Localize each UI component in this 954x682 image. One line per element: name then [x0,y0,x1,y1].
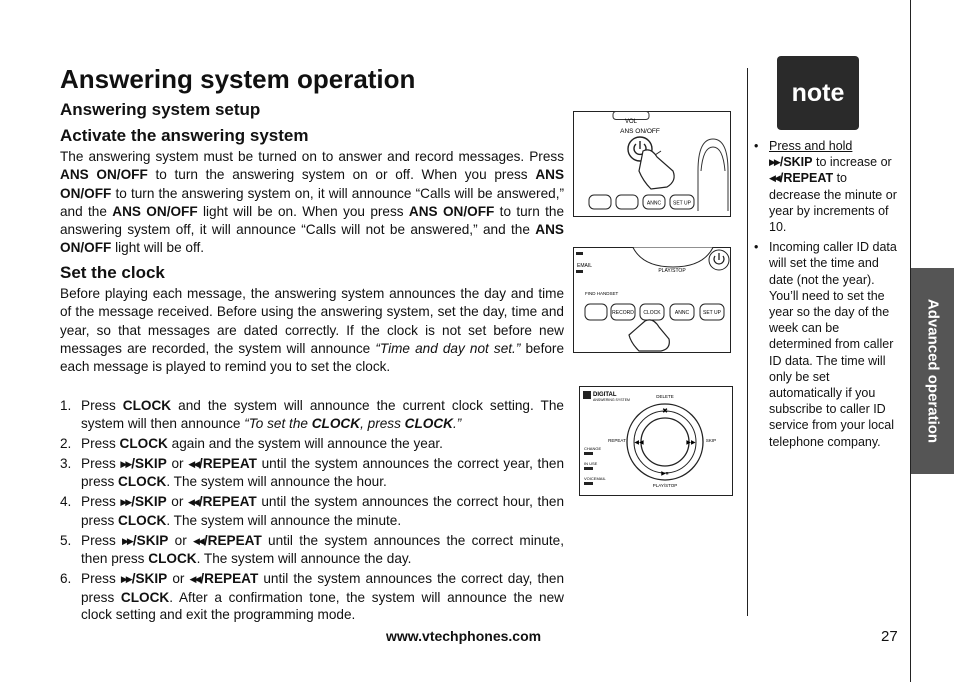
text-run: . The system will announce the minute. [166,512,402,528]
playstop-label-3: PLAY/STOP [652,483,678,488]
step-item [60,435,564,453]
setup-btn-label: SET UP [673,200,691,207]
text-run: to turn the answering system on or off. When you press [147,167,536,183]
ans-onoff-figure [573,111,731,217]
annc-btn-label-2: ANNC [674,310,690,316]
text-run: to decrease the minute or year by increments of 10. [769,171,897,235]
text-run: /SKIP [132,532,169,548]
text-run: “Time and day not set.” [375,340,521,356]
skip-label: SKIP [705,438,717,443]
text-run: ANS ON/OFF [60,167,565,201]
text-run: Incoming caller ID data will set the time and date (not the year). You’ll need to set the year so the day of the week can be determined from caller ID data. The time will only be set automatically if you subscribe to caller ID service from your local telephone company. [769,240,897,449]
text-run: until the system announces the correct day, then press [81,571,565,605]
clock-paragraph [60,285,564,376]
text-run: , press [360,415,405,431]
brand-sub-label: ANSWERING SYSTEM [593,398,630,402]
column-divider [747,68,748,616]
step-item [60,397,564,432]
record-btn-label: RECORD [612,310,634,316]
text-run: and the system will announce the current clock setting. The system will then announce [81,398,564,431]
section-heading: Answering system setup [60,100,261,119]
subsection-heading-clock: Set the clock [60,263,165,282]
skip-icon: ▶▶ [120,458,131,469]
text-run: CLOCK [311,415,361,431]
clock-steps-list [60,397,564,627]
text-run: light will be on. When you press [197,203,409,219]
text-run: CLOCK [122,398,172,413]
text-run: Press and hold [769,139,853,153]
text-run: CLOCK [120,589,170,605]
text-run: Press [81,435,120,451]
text-run: to increase or [812,155,892,170]
text-run: or [167,571,190,587]
text-run: or [166,494,188,510]
svg-text:▶⏸: ▶⏸ [661,471,669,477]
skip-icon: ▶▶ [122,535,132,546]
text-run: Press [81,532,123,548]
find-handset-label: FIND HANDSET [585,291,619,296]
text-run: /REPEAT [199,455,257,471]
text-run: to turn the answering system on, it will announce “Calls will be answered,” and the [60,185,564,219]
text-run: /REPEAT [203,532,262,548]
text-run: Press [81,398,123,413]
text-run: Before playing each message, the answering system announces the day and time of the message received. Before using the answering system, set the day, time and year, so that messages are dated correctly. If the clock is not set before new messages are recorded, the system will announce [60,286,564,356]
text-run: /SKIP [779,155,813,170]
activate-paragraph [60,148,564,258]
page-title: Answering system operation [60,64,416,94]
text-run: Press [81,571,121,587]
text-run: /SKIP [131,494,167,510]
text-run: ANS ON/OFF [112,203,198,219]
text-run: .” [453,415,462,431]
text-run: /SKIP [131,455,167,471]
text-run: /SKIP [131,571,168,587]
text-run: Press [81,494,121,510]
repeat-icon: ◀◀ [188,458,199,469]
text-run: ANS ON/OFF [408,203,495,219]
vol-label: VOL [624,119,638,125]
text-run: /REPEAT [779,171,834,186]
note-list [754,138,899,454]
text-run: to turn the answering system off, it will announce “Calls will not be answered,” and the [60,203,565,238]
skip-icon: ▶▶ [120,574,131,585]
footer-url[interactable]: www.vtechphones.com [386,628,542,644]
answering-console-figure [579,386,733,496]
skip-icon: ▶▶ [769,157,779,168]
change-label: CHANGE [584,446,602,451]
step-number: 4. [60,494,72,510]
brand-label: DIGITAL [593,392,617,398]
text-run: or [166,455,189,471]
text-run: until the system announces the correct hour, then press [81,494,565,528]
clock-button-figure [573,247,731,353]
voicemail-label: VOICEMAIL [584,476,606,481]
repeat-icon: ◀◀ [189,574,200,585]
svg-text:▶▶: ▶▶ [686,440,696,446]
text-run: “To set the [244,415,312,431]
text-run: . The system will announce the hour. [166,474,387,490]
ans-label: ANS ON/OFF [620,128,660,135]
text-run: CLOCK [118,512,167,528]
text-run: again and the system will announce the year. [167,435,443,451]
step-item [60,532,564,568]
note-item [754,138,899,235]
text-run: ANS ON/OFF [60,222,564,256]
page-number: 27 [881,628,898,645]
playstop-label: PLAY/STOP [658,268,686,274]
text-run: /REPEAT [200,571,259,587]
step-number: 6. [60,571,72,587]
repeat-label: REPEAT [608,438,626,443]
text-run: CLOCK [118,474,167,490]
step-number: 5. [60,532,72,548]
step-item [60,493,564,529]
setup-btn-label-2: SET UP [703,310,721,316]
note-badge: note [777,56,859,130]
email-label: EMAIL [577,263,593,269]
side-tab-label: Advanced operation [924,298,941,444]
inuse-label: IN USE [584,461,598,466]
svg-text:✖: ✖ [662,408,668,415]
text-run: light will be off. [111,240,205,256]
text-run: CLOCK [148,551,197,567]
text-run: Press [81,455,121,471]
clock-btn-label: CLOCK [643,310,661,316]
step-number: 3. [60,455,72,471]
text-run: . The system will announce the day. [196,551,412,567]
repeat-icon: ◀◀ [769,173,779,184]
annc-btn-label: ANNC [646,200,662,207]
repeat-icon: ◀◀ [187,497,198,508]
text-run: until the system announces the correct year, then press [81,455,565,490]
step-item [60,570,564,624]
section-side-tab [911,268,954,474]
svg-text:◀◀: ◀◀ [634,440,644,446]
repeat-icon: ◀◀ [193,535,203,546]
text-run: CLOCK [119,435,168,451]
delete-label: DELETE [656,394,674,399]
text-run: or [168,532,193,548]
text-run: /REPEAT [198,494,257,510]
text-run: before each message is played to remind you to set the clock. [60,340,565,375]
text-run: ANS ON/OFF [60,167,148,183]
skip-icon: ▶▶ [120,497,131,508]
text-run: CLOCK [404,415,453,431]
step-number: 2. [60,435,72,451]
text-run: until the system announces the correct minute, then press [81,532,565,567]
text-run: . After a confirmation tone, the system will announce the new clock setting and exit the programming mode. [81,589,564,623]
subsection-heading-activate: Activate the answering system [60,126,309,145]
text-run: The answering system must be turned on to answer and record messages. Press [60,149,564,164]
step-number: 1. [60,398,72,413]
step-item [60,455,564,491]
note-item [754,239,899,450]
